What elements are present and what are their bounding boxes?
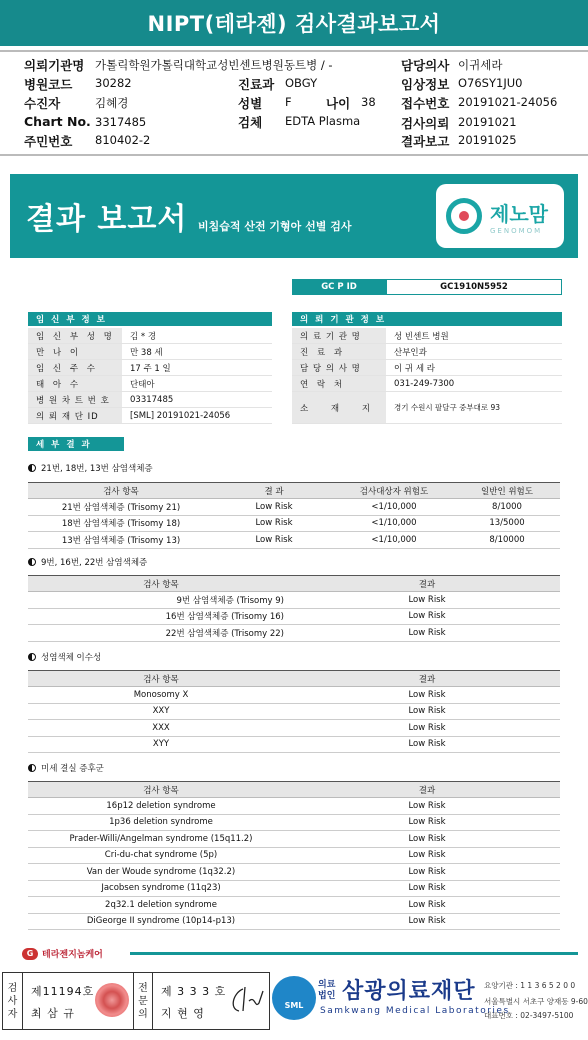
table-row: 16번 삼염색체증 (Trisomy 16) Low Risk <box>28 608 560 625</box>
value-institution: 가톨릭학원가톨릭대학교성빈센트병원동트병 / - <box>95 58 333 72</box>
table-row: 16p12 deletion syndrome Low Risk <box>28 798 560 815</box>
info-row <box>292 344 562 360</box>
value-resident-no: 810402-2 <box>95 133 151 147</box>
label-doctor: 담당의사 <box>401 58 450 73</box>
sml-name-en: Samkwang Medical Laboratories <box>320 1006 510 1016</box>
divider <box>0 154 588 156</box>
sml-phone: 대표번호 : 02-3497-5100 <box>484 1011 574 1020</box>
info-key: 임 신 부 성 명 <box>28 328 122 343</box>
result-banner <box>10 174 578 258</box>
col-header: 검사 항목 <box>28 483 214 499</box>
table-row: XYY Low Risk <box>28 736 560 753</box>
sml-name: 삼광의료재단 <box>342 979 476 1004</box>
info-value: 17 주 1 일 <box>130 363 171 374</box>
info-value: 단태아 <box>130 379 155 390</box>
genomom-logo <box>436 184 564 248</box>
table-row: 21번 삼염색체증 (Trisomy 21) Low Risk <1/10,000 8/1000 <box>28 499 560 516</box>
table-row: XXY Low Risk <box>28 703 560 720</box>
group-title: 21번, 18번, 13번 삼염색체증 <box>28 462 153 474</box>
tester-license-no: 제11194호 <box>31 985 95 998</box>
value-sex: F <box>285 95 292 109</box>
trisomy-9-16-22-table <box>28 575 560 642</box>
info-value: 성 빈센트 병원 <box>394 331 449 342</box>
header-info <box>0 46 588 164</box>
trisomy-21-18-13-table <box>28 482 560 549</box>
info-key: 연 락 처 <box>292 376 386 391</box>
banner-title: 결과 보고서 <box>26 202 188 237</box>
col-header: 결과 <box>294 782 560 798</box>
value-specimen: EDTA Plasma <box>285 114 361 128</box>
label-specimen: 검체 <box>238 115 263 130</box>
info-key: 태 아 수 <box>28 376 122 391</box>
table-row: Prader-Willi/Angelman syndrome (15q11.2) Low Risk <box>28 831 560 848</box>
table-row: Cri-du-chat syndrome (5p) Low Risk <box>28 847 560 864</box>
sml-corporate-type: 의료 법인 <box>318 980 336 1001</box>
gcpid-value: GC1910N5952 <box>386 279 562 295</box>
label-age: 나이 <box>326 96 351 111</box>
table-row: 9번 삼염색체증 (Trisomy 9) Low Risk <box>28 592 560 609</box>
label-department: 진료과 <box>238 77 275 92</box>
info-value: 03317485 <box>130 394 174 405</box>
info-value: 산부인과 <box>394 347 427 358</box>
label-receipt-no: 접수번호 <box>401 96 450 111</box>
table-row: DiGeorge II syndrome (10p14-p13) Low Risk <box>28 913 560 930</box>
label-resident-no: 주민번호 <box>24 134 73 149</box>
info-value: 만 38 세 <box>130 347 163 358</box>
info-value: 경기 수원시 팔달구 중부대로 93 <box>394 403 501 412</box>
value-chart-no: 3317485 <box>95 115 147 129</box>
half-circle-icon <box>28 653 36 661</box>
table-row: Van der Woude syndrome (1q32.2) Low Risk <box>28 864 560 881</box>
report-title: NIPT(테라젠) 검사결과보고서 <box>0 0 588 46</box>
col-header: 검사 항목 <box>28 671 294 687</box>
info-value: 031-249-7300 <box>394 378 455 389</box>
info-key: 담 당 의 사 명 <box>292 360 386 375</box>
logo-name: 제노맘 <box>490 201 548 226</box>
specialist-license-no: 제 3 3 3 호 <box>161 985 227 998</box>
col-header: 결과 <box>294 576 560 592</box>
info-key: 의 료 기 관 명 <box>292 328 386 343</box>
value-request-date: 20191021 <box>458 115 517 129</box>
info-row <box>28 376 272 392</box>
value-clinical-info: O76SY1JU0 <box>458 76 523 90</box>
label-request-date: 검사의뢰 <box>401 116 450 131</box>
specialist-name: 지 현 영 <box>161 1007 205 1020</box>
col-header: 일반인 위험도 <box>454 483 560 499</box>
microdeletion-table <box>28 781 560 930</box>
sml-address: 서울특별시 서초구 양재동 9-60 <box>484 997 588 1006</box>
table-row: 1p36 deletion syndrome Low Risk <box>28 814 560 831</box>
section-institution-info: 의 뢰 기 관 정 보 <box>292 312 562 326</box>
half-circle-icon <box>28 464 36 472</box>
info-value: [SML] 20191021-24056 <box>130 410 231 421</box>
value-department: OBGY <box>285 76 318 90</box>
half-circle-icon <box>28 764 36 772</box>
group-title: 성염색체 이수성 <box>28 651 101 663</box>
info-key: 임 신 주 수 <box>28 360 122 375</box>
label-chart-no: Chart No. <box>24 114 91 129</box>
table-row: XXX Low Risk <box>28 720 560 737</box>
label-sex: 성별 <box>238 96 263 111</box>
label-hospital-code: 병원코드 <box>24 77 73 92</box>
info-key: 소 재 지 <box>292 392 386 423</box>
info-row <box>28 392 272 408</box>
sml-logo: SML <box>272 976 316 1020</box>
divider <box>0 50 588 52</box>
value-hospital-code: 30282 <box>95 76 132 90</box>
label-institution: 의뢰기관명 <box>24 58 85 73</box>
group-title: 미세 결실 증후군 <box>28 762 104 774</box>
col-header: 검사대상자 위험도 <box>334 483 454 499</box>
official-seal <box>95 983 129 1017</box>
specialist-label: 전 문 의 <box>133 973 153 1029</box>
genomom-logo-icon <box>446 198 482 234</box>
info-row <box>28 344 272 360</box>
table-row: 13번 삼염색체증 (Trisomy 13) Low Risk <1/10,000 8/10000 <box>28 532 560 549</box>
section-patient-info: 임 신 부 정 보 <box>28 312 272 326</box>
info-row <box>28 360 272 376</box>
info-row <box>28 328 272 344</box>
table-row: Monosomy X Low Risk <box>28 687 560 704</box>
label-patient: 수진자 <box>24 96 61 111</box>
table-row: 2q32.1 deletion syndrome Low Risk <box>28 897 560 914</box>
tester-name: 최 삼 규 <box>31 1007 75 1020</box>
info-row <box>292 328 562 344</box>
value-ward: 동트병 / - <box>283 58 333 72</box>
value-doctor: 이귀세라 <box>458 58 503 72</box>
info-key: 의 뢰 재 단 ID <box>28 408 122 423</box>
info-row <box>292 376 562 392</box>
gcpid-label: GC P ID <box>292 279 386 295</box>
table-row: 22번 삼염색체증 (Trisomy 22) Low Risk <box>28 625 560 642</box>
col-header: 검사 항목 <box>28 576 294 592</box>
value-receipt-no: 20191021-24056 <box>458 95 558 109</box>
label-clinical-info: 임상정보 <box>401 77 450 92</box>
info-key: 만 나 이 <box>28 344 122 359</box>
section-detailed-results: 세 부 결 과 <box>28 437 124 451</box>
terragen-logo: G 테라젠지놈케어 <box>22 947 103 960</box>
info-value: 이 귀 세 라 <box>394 363 435 374</box>
sml-institution-code: 요양기관 : 1 1 3 6 5 2 0 0 <box>484 981 576 990</box>
signature-box <box>2 972 270 1030</box>
tester-label: 검 사 자 <box>3 973 23 1029</box>
table-row: Jacobsen syndrome (11q23) Low Risk <box>28 880 560 897</box>
terragen-logo-icon: G <box>22 948 38 960</box>
signature <box>225 983 265 1019</box>
banner-subtitle: 비침습적 산전 기형아 선별 검사 <box>198 220 352 233</box>
patient-info-table <box>28 328 272 428</box>
info-row <box>292 392 562 424</box>
group-title: 9번, 16번, 22번 삼염색체증 <box>28 556 147 568</box>
table-row: 18번 삼염색체증 (Trisomy 18) Low Risk <1/10,000 13/5000 <box>28 515 560 532</box>
info-key: 진 료 과 <box>292 344 386 359</box>
institution-info-table <box>292 328 562 428</box>
divider <box>130 952 578 955</box>
info-row <box>28 408 272 424</box>
label-report-date: 결과보고 <box>401 134 450 149</box>
info-row <box>292 360 562 376</box>
info-value: 김 * 경 <box>130 331 157 342</box>
value-age: 38 <box>361 95 376 109</box>
sex-chromosome-table <box>28 670 560 753</box>
info-key: 병 원 차 트 번 호 <box>28 392 122 407</box>
col-header: 결 과 <box>214 483 334 499</box>
value-patient: 김혜경 <box>95 96 129 110</box>
col-header: 결과 <box>294 671 560 687</box>
value-report-date: 20191025 <box>458 133 517 147</box>
col-header: 검사 항목 <box>28 782 294 798</box>
half-circle-icon <box>28 558 36 566</box>
logo-name-en: GENOMOM <box>490 226 543 235</box>
